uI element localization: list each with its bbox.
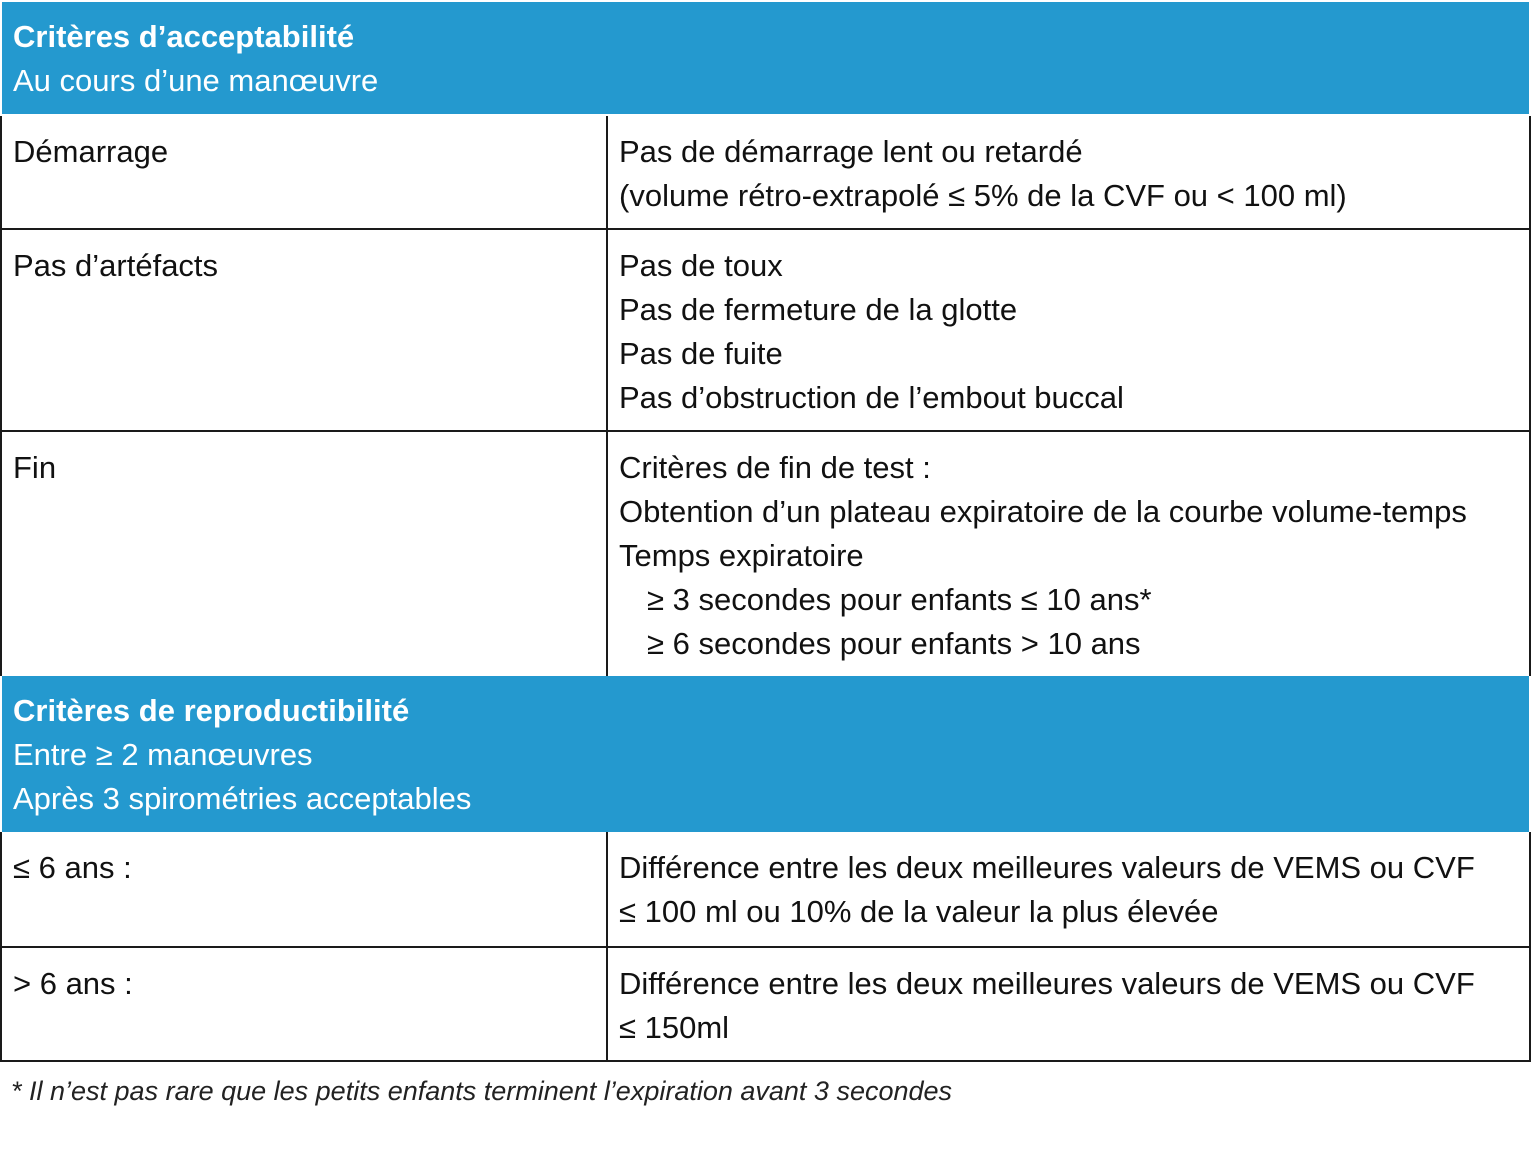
row-label: Fin [13,450,57,485]
row-label-cell [0,948,608,1060]
row-label-cell [0,230,608,430]
row-text-line: ≥ 3 secondes pour enfants ≤ 10 ans* [647,582,1152,617]
row-label: Pas d’artéfacts [13,248,219,283]
reproducibility-header [2,676,1529,832]
row-text-line: Pas de toux [619,248,783,283]
row-label: > 6 ans : [13,966,133,1001]
row-text-line: Temps expiratoire [619,538,864,573]
row-label-cell [0,432,608,676]
table-row-artefacts [0,230,1531,432]
row-content-cell [608,832,1531,946]
footnote: * Il n’est pas rare que les petits enfants terminent l’expiration avant 3 secondes [11,1076,953,1106]
row-text-line: ≤ 150ml [619,1010,730,1045]
row-content-cell [608,230,1531,430]
row-text-line: Pas de démarrage lent ou retardé [619,134,1083,169]
row-text-line: Pas de fuite [619,336,783,371]
table-row-over-6 [0,948,1531,1062]
row-label-cell [0,832,608,946]
acceptability-header [2,2,1529,114]
table-row-fin [0,432,1531,676]
reproducibility-line-1: Entre ≥ 2 manœuvres [13,737,313,772]
row-text-line: ≤ 100 ml ou 10% de la valeur la plus élevée [619,894,1219,929]
row-label: ≤ 6 ans : [13,850,132,885]
row-content-cell [608,116,1531,228]
row-text-line: Obtention d’un plateau expiratoire de la courbe volume-temps [619,494,1467,529]
reproducibility-title: Critères de reproductibilité [13,693,410,728]
row-text-line: ≥ 6 secondes pour enfants > 10 ans [647,626,1141,661]
row-content-cell [608,948,1531,1060]
row-text-line: Critères de fin de test : [619,450,931,485]
row-text-line: Différence entre les deux meilleures valeurs de VEMS ou CVF [619,850,1475,885]
row-text-line: Pas de fermeture de la glotte [619,292,1018,327]
row-text-line: Pas d’obstruction de l’embout buccal [619,380,1124,415]
row-label: Démarrage [13,134,169,169]
row-text-line: Différence entre les deux meilleures valeurs de VEMS ou CVF [619,966,1475,1001]
row-text-line: (volume rétro-extrapolé ≤ 5% de la CVF ou < 100 ml) [619,178,1347,213]
row-label-cell [0,116,608,228]
acceptability-subtitle: Au cours d’une manœuvre [13,63,379,98]
table-row-demarrage [0,116,1531,230]
row-content-cell [608,432,1531,676]
reproducibility-line-2: Après 3 spirométries acceptables [13,781,472,816]
table-row-under-6 [0,832,1531,948]
acceptability-title: Critères d’acceptabilité [13,19,355,54]
